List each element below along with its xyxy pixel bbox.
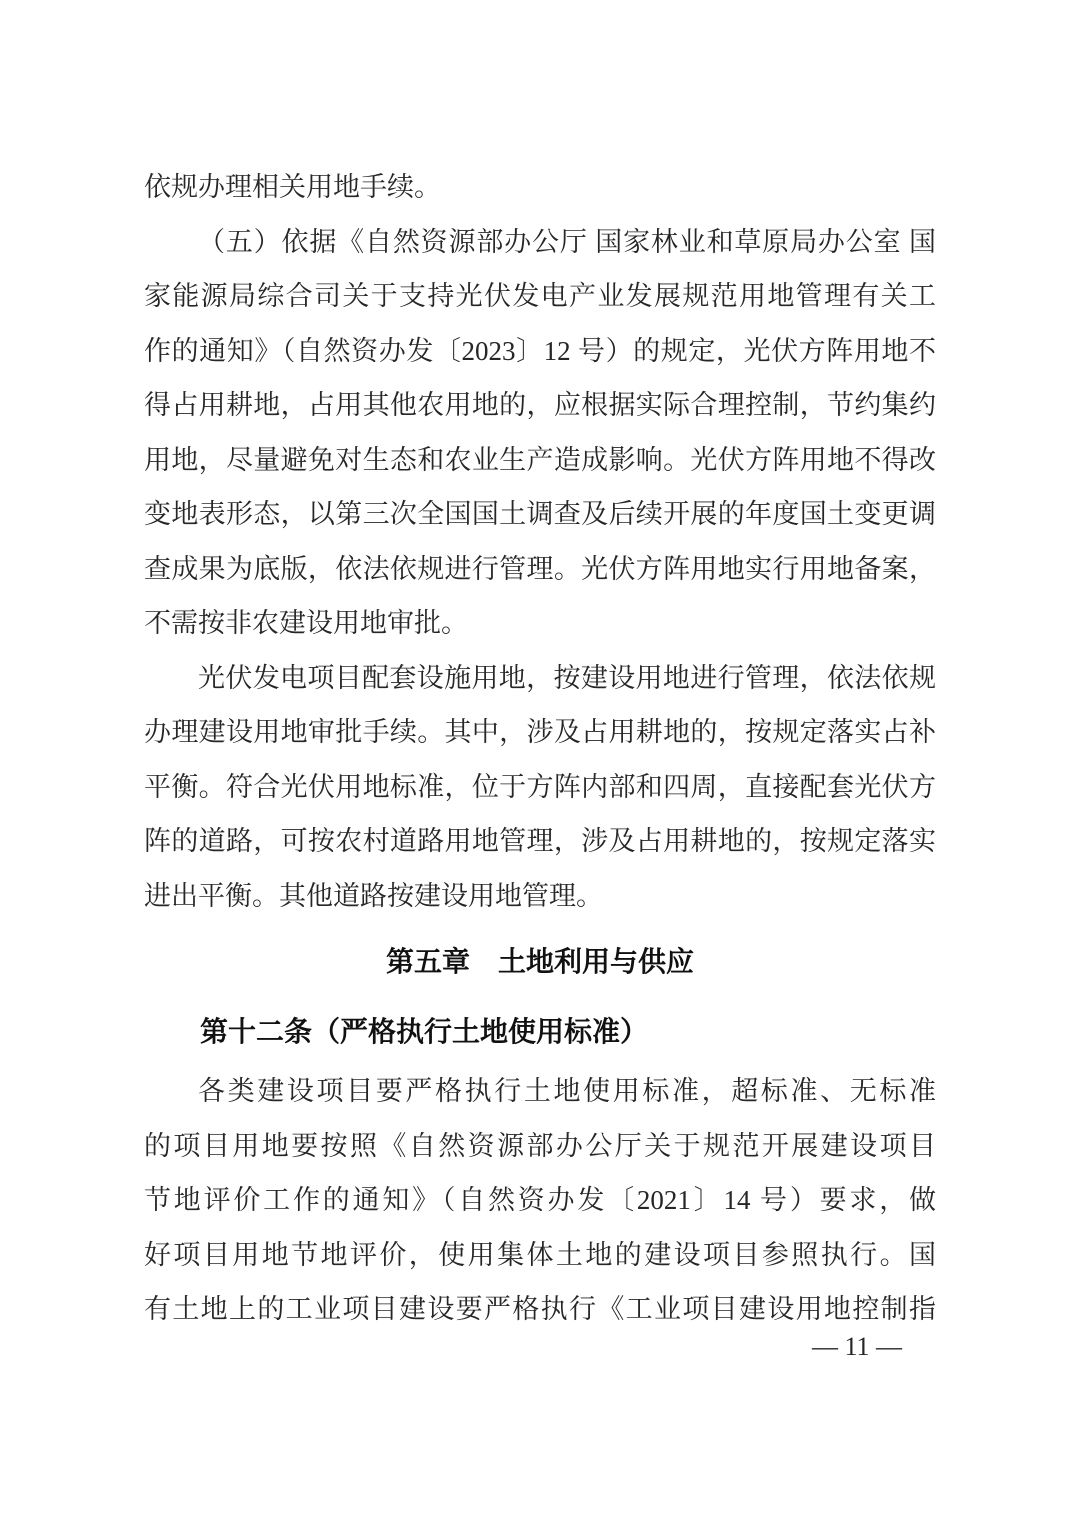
paragraph2-line8: 不需按非农建设用地审批。 (144, 608, 468, 638)
paragraph3-line3: 平衡。符合光伏用地标准，位于方阵内部和四周，直接配套光伏方 (144, 771, 936, 802)
paragraph1-line1: 依规办理相关用地手续。 (144, 172, 441, 202)
paragraph4-line3: 节地评价工作的通知》（自然资办发〔2021〕14 号）要求，做 (144, 1185, 936, 1215)
paragraph4-line5: 有土地上的工业项目建设要严格执行《工业项目建设用地控制指 (144, 1294, 936, 1324)
paragraph4-line2: 的项目用地要按照《自然资源部办公厅关于规范开展建设项目 (144, 1130, 936, 1161)
paragraph2-line2: 家能源局综合司关于支持光伏发电产业发展规范用地管理有关工 (144, 281, 936, 311)
paragraph4-line4: 好项目用地节地评价，使用集体土地的建设项目参照执行。国 (144, 1239, 936, 1270)
paragraph2-line1: （五）依据《自然资源部办公厅 国家林业和草原局办公室 国 (198, 226, 936, 257)
paragraph3-line4: 阵的道路，可按农村道路用地管理，涉及占用耕地的，按规定落实 (144, 826, 936, 856)
article-heading: 第十二条（严格执行土地使用标准） (200, 1015, 649, 1047)
paragraph3-line5: 进出平衡。其他道路按建设用地管理。 (144, 880, 603, 911)
paragraph2-line7: 查成果为底版，依法依规进行管理。光伏方阵用地实行用地备案， (144, 553, 936, 584)
paragraph3-line2: 办理建设用地审批手续。其中，涉及占用耕地的，按规定落实占补 (144, 717, 936, 747)
paragraph2-line4: 得占用耕地，占用其他农用地的，应根据实际合理控制，节约集约 (144, 390, 936, 420)
document-body (144, 160, 936, 1337)
paragraph3-line1: 光伏发电项目配套设施用地，按建设用地进行管理，依法依规 (198, 662, 936, 693)
page-number: — 11 — (812, 1332, 903, 1361)
paragraph2-line3: 作的通知》（自然资办发〔2023〕12 号）的规定，光伏方阵用地不 (144, 335, 936, 366)
paragraph2-line5: 用地，尽量避免对生态和农业生产造成影响。光伏方阵用地不得改 (144, 444, 936, 475)
chapter-heading: 第五章 土地利用与供应 (385, 946, 694, 977)
paragraph4-line1: 各类建设项目要严格执行土地使用标准，超标准、无标准 (198, 1076, 936, 1106)
paragraph2-line6: 变地表形态，以第三次全国国土调查及后续开展的年度国土变更调 (144, 499, 936, 529)
